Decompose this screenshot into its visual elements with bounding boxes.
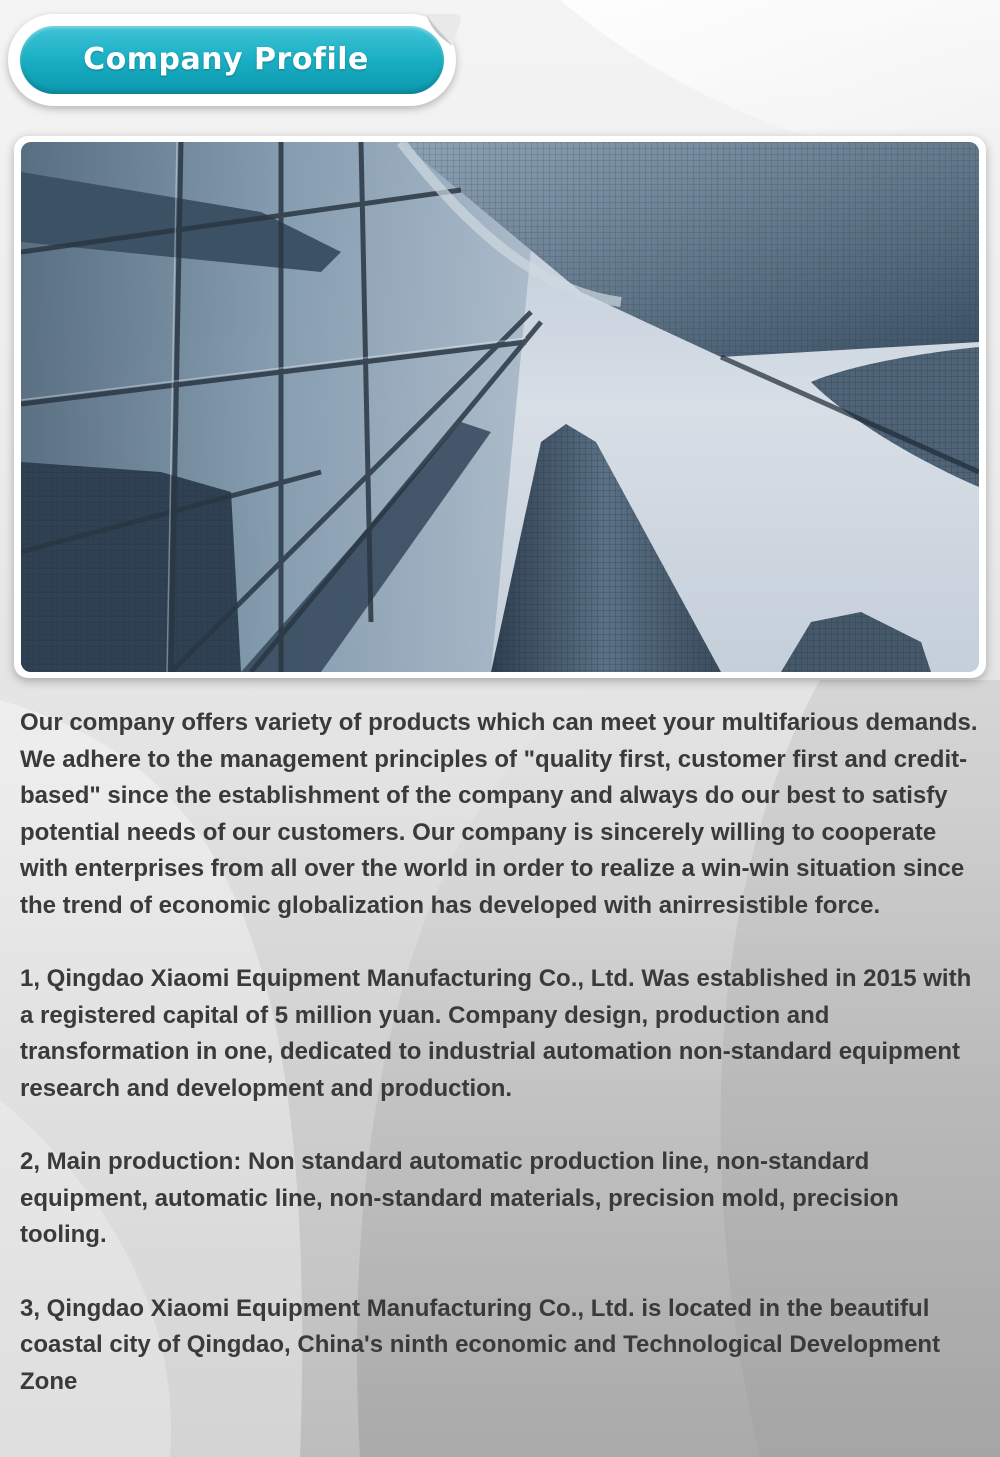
point-3-paragraph: 3, Qingdao Xiaomi Equipment Manufacturing Co., Ltd. is located in the beautiful coastal city of Qingdao, China's ninth economic and Technological Development Zone [20,1294,941,1395]
point-1-paragraph: 1, Qingdao Xiaomi Equipment Manufacturing Co., Ltd. Was established in 2015 with a registered capital of 5 million yuan. Company design, production and transformation in one, dedicated to industrial automation non-standard equipment research and development and production. [20,965,972,1102]
page-curl-icon [426,10,462,50]
hero-photo-frame [14,136,986,678]
skyscrapers-photo [21,142,979,672]
company-description [20,705,985,1437]
intro-paragraph: Our company offers variety of products which can meet your multifarious demands. We adhere to the management principles of "quality first, customer first and credit-based" since the establishment of the company and always do our best to satisfy potential needs of our customers. Our company is sincerely willing to cooperate with enterprises from all over the world in order to realize a win-win situation since the trend of economic globalization has developed with anirresistible force. [20,709,978,919]
point-2-paragraph: 2, Main production: Non standard automatic production line, non-standard equipment, automatic line, non-standard materials, precision mold, precision tooling. [20,1148,899,1249]
section-header-badge [8,14,456,106]
page-title: Company Profile [83,42,369,77]
